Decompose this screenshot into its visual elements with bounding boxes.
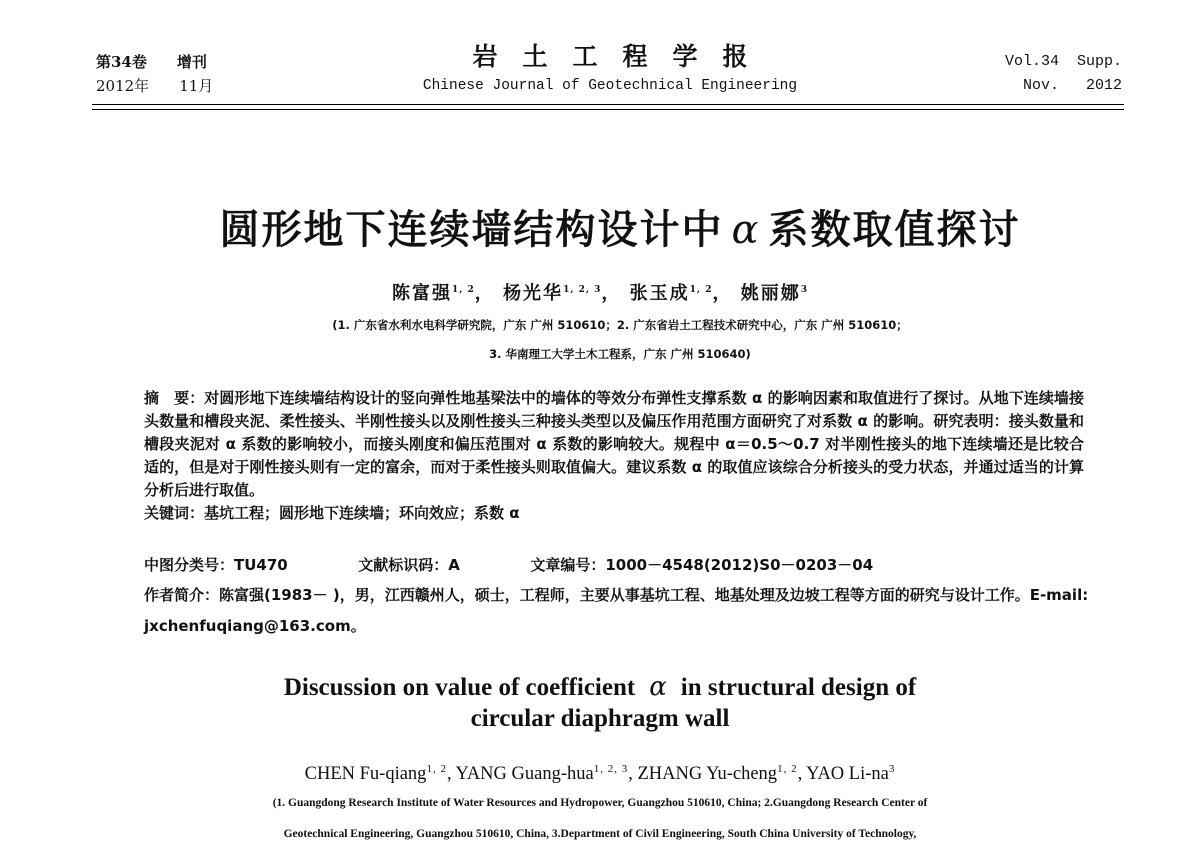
doc-code-label: 文献标识码： (358, 556, 449, 574)
author-sep: , (797, 764, 807, 785)
author-en: CHEN Fu-qiang (304, 764, 427, 785)
affiliation-en-line1: (1. Guangdong Research Institute of Water Resources and Hydropower, Guangzhou 510610, China; 2.Guangdong Research Center of (272, 797, 928, 809)
author-aff: 1, 2 (451, 285, 475, 295)
author-cn: 张玉成 (629, 283, 690, 304)
author-aff: 1, 2, 3 (593, 763, 629, 775)
abstract (144, 387, 1084, 525)
authors-en (150, 763, 1050, 785)
author-aff: 1, 2 (689, 285, 713, 295)
author-cn: 姚丽娜 (740, 283, 801, 304)
header-rule-thick (92, 104, 1124, 105)
affiliation-cn-line2: 3. 华南理工大学土木工程系，广东 广州 510640) (489, 347, 751, 361)
author-en: YANG Guang-hua (455, 764, 594, 785)
clc-label: 中图分类号： (144, 556, 235, 574)
supp-en: Supp. (1076, 53, 1122, 70)
year-en: 2012 (1085, 77, 1122, 94)
issue-cn: 增刊 (176, 53, 207, 71)
title-cn-part2: 系数取值探讨 (768, 207, 1021, 253)
author-aff: 3 (800, 285, 809, 295)
article-no-label: 文章编号： (530, 556, 606, 574)
author-en: YAO Li-na (806, 764, 889, 785)
title-cn (120, 198, 1120, 255)
author-aff: 1, 2, 3 (563, 285, 602, 295)
title-en-alpha: α (649, 672, 667, 702)
title-en-part1: Discussion on value of coefficient (283, 674, 636, 701)
year-cn: 2012年 (96, 77, 150, 95)
title-en-part2: in structural design of (680, 674, 917, 701)
author-sep: , (628, 764, 638, 785)
author-sep: ， (474, 283, 495, 304)
title-en-line2: circular diaphragm wall (470, 705, 730, 732)
vol-en: Vol.34 (1004, 53, 1059, 70)
author-sep: ， (601, 283, 622, 304)
header-left (96, 52, 213, 96)
keywords-label: 关键词： (144, 504, 205, 522)
bio-label: 作者简介： (144, 586, 220, 604)
affiliation-cn-line1: (1. 广东省水利水电科学研究院，广东 广州 510610；2. 广东省岩土工程技术研究中心，广东 广州 510610； (332, 318, 908, 332)
header-rule-thin (92, 109, 1124, 110)
header-center (380, 42, 840, 96)
author-cn: 杨光华 (503, 283, 564, 304)
doc-code-value: A (448, 556, 460, 574)
journal-en: Chinese Journal of Geotechnical Engineering (422, 78, 798, 94)
author-aff: 1, 2 (777, 763, 798, 775)
title-cn-alpha: α (731, 207, 761, 253)
author-aff: 1, 2 (426, 763, 447, 775)
title-en (150, 672, 1050, 734)
clc-value: TU470 (234, 556, 288, 574)
author-en: ZHANG Yu-cheng (637, 764, 778, 785)
volume-cn: 第34卷 (96, 53, 147, 71)
classification (144, 554, 873, 575)
authors-cn (200, 279, 1000, 305)
author-sep: , (446, 764, 456, 785)
author-aff: 3 (888, 763, 896, 775)
abstract-text: 对圆形地下连续墙结构设计的竖向弹性地基梁法中的墙体的等效分布弹性支撑系数 α 的影响因素和取值进行了探讨。从地下连续墙接头数量和槽段夹泥、柔性接头、半刚性接头以及刚性接头三种接头类型以及偏压作用范围方面研究了对系数 α 的影响。研究表明：接头数量和槽段夹泥对 α 系数的影响较小，而接头刚度和偏压范围对 α 系数的影响较大。规程中 α＝0.5～0.7 对半刚性接头的地下连续墙还是比较合适的，但是对于刚性接头则有一定的富余，而对于柔性接头则取值偏大。建议系数 α 的取值应该综合分析接头的受力状态，并通过适当的计算分析后进行取值。 (144, 389, 1084, 499)
title-cn-part1: 圆形地下连续墙结构设计中 (219, 207, 724, 253)
keywords-text: 基坑工程；圆形地下连续墙；环向效应；系数 α (204, 504, 520, 522)
article-no-value: 1000－4548(2012)S0－0203－04 (605, 556, 874, 574)
header-right (1005, 52, 1122, 96)
author-cn: 陈富强 (391, 283, 452, 304)
month-en: Nov. (1022, 77, 1059, 94)
affiliation-en-line2: Geotechnical Engineering, Guangzhou 510610, China, 3.Department of Civil Engineering, South China University of Technology, (283, 828, 917, 840)
month-cn: 11月 (179, 77, 214, 95)
bio-text: 陈富强(1983－ )，男，江西赣州人，硕士，工程师，主要从事基坑工程、地基处理及边坡工程等方面的研究与设计工作。E-mail: jxchenfuqiang@163.com。 (144, 586, 1089, 635)
journal-cn: 岩 土 工 程 学 报 (472, 42, 748, 71)
author-sep: ， (712, 283, 733, 304)
abstract-label: 摘 要： (144, 389, 205, 407)
author-bio (144, 580, 1094, 642)
